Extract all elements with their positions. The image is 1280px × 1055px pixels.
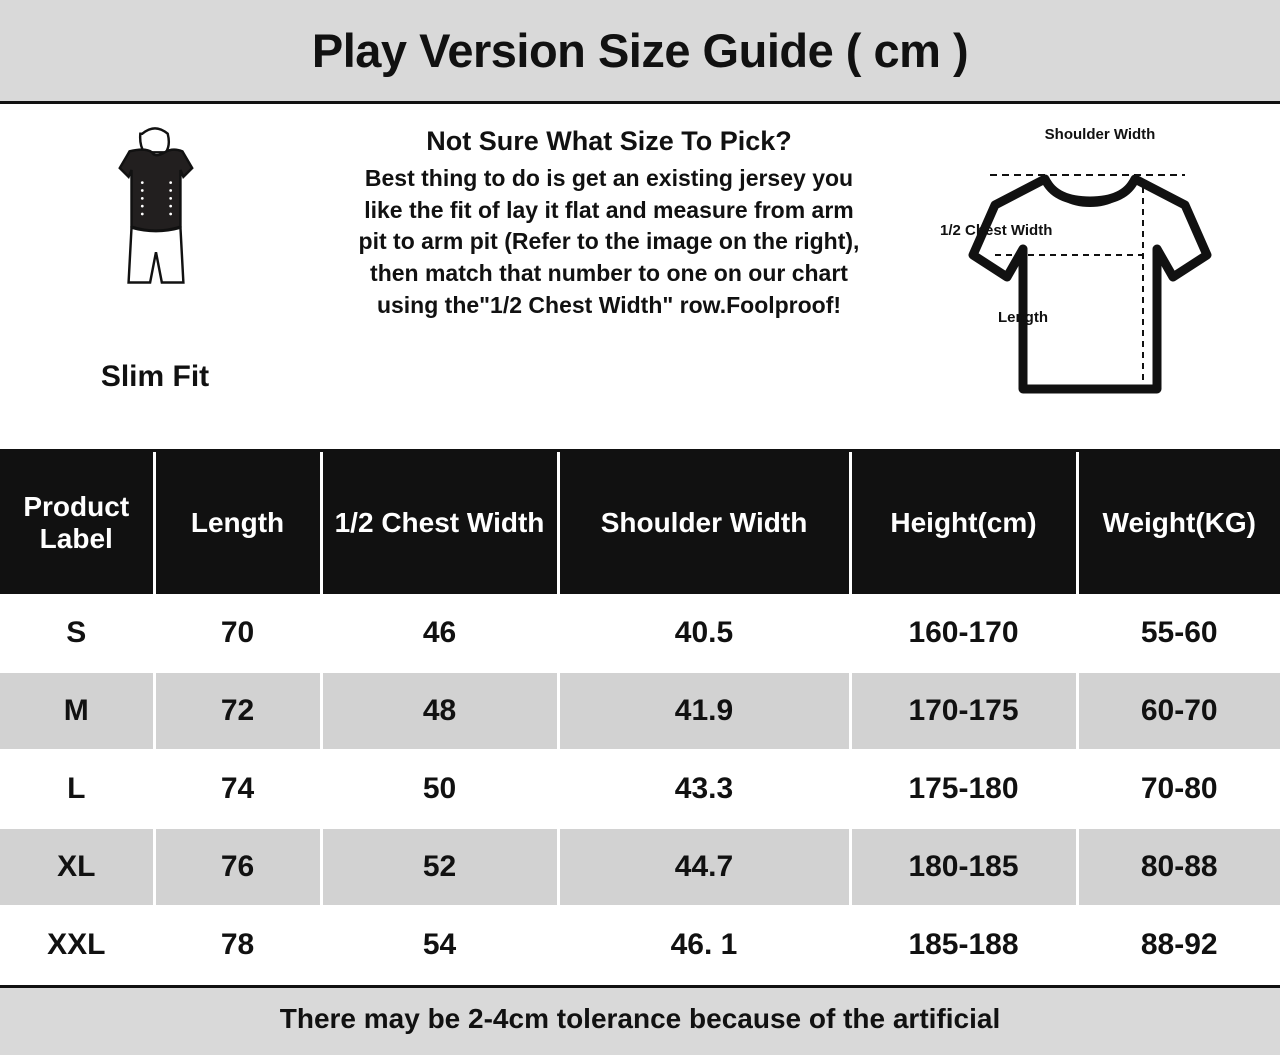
col-half-chest-width: 1/2 Chest Width: [321, 452, 558, 594]
size-table-head: [0, 452, 1280, 594]
cell-height: 180-185: [850, 828, 1077, 906]
cell-shoulder: 44.7: [558, 828, 850, 906]
cell-size: XL: [0, 828, 154, 906]
table-row: [0, 594, 1280, 672]
cell-height: 185-188: [850, 906, 1077, 984]
tshirt-measurement-icon: [935, 127, 1265, 427]
cell-shoulder: 43.3: [558, 750, 850, 828]
cell-weight: 60-70: [1077, 672, 1280, 750]
cell-size: M: [0, 672, 154, 750]
slim-fit-body-icon: [85, 122, 225, 352]
cell-chest: 46: [321, 594, 558, 672]
cell-size: S: [0, 594, 154, 672]
cell-weight: 55-60: [1077, 594, 1280, 672]
col-product-label: Product Label: [0, 452, 154, 594]
cell-height: 175-180: [850, 750, 1077, 828]
guidance-heading: Not Sure What Size To Pick?: [426, 126, 792, 156]
col-length: Length: [154, 452, 321, 594]
cell-chest: 50: [321, 750, 558, 828]
size-table-body: [0, 594, 1280, 984]
info-band: [0, 104, 1280, 452]
fit-illustration-column: [0, 104, 310, 449]
col-height: Height(cm): [850, 452, 1077, 594]
size-table: [0, 452, 1280, 985]
cell-length: 70: [154, 594, 321, 672]
cell-chest: 48: [321, 672, 558, 750]
cell-length: 74: [154, 750, 321, 828]
cell-weight: 70-80: [1077, 750, 1280, 828]
col-shoulder-width: Shoulder Width: [558, 452, 850, 594]
cell-shoulder: 40.5: [558, 594, 850, 672]
cell-length: 72: [154, 672, 321, 750]
cell-shoulder: 41.9: [558, 672, 850, 750]
tolerance-note: There may be 2-4cm tolerance because of the artificial: [0, 985, 1280, 1049]
cell-length: 76: [154, 828, 321, 906]
cell-chest: 54: [321, 906, 558, 984]
measurement-diagram-column: [920, 104, 1280, 449]
table-row: [0, 750, 1280, 828]
cell-height: 170-175: [850, 672, 1077, 750]
table-row: [0, 906, 1280, 984]
cell-size: L: [0, 750, 154, 828]
cell-weight: 80-88: [1077, 828, 1280, 906]
cell-size: XXL: [0, 906, 154, 984]
chest-width-caption: 1/2 Chest Width: [940, 222, 1053, 239]
table-row: [0, 672, 1280, 750]
cell-weight: 88-92: [1077, 906, 1280, 984]
table-header-row: [0, 452, 1280, 594]
cell-chest: 52: [321, 828, 558, 906]
length-caption: Length: [998, 309, 1048, 326]
guidance-text-column: [310, 104, 920, 449]
page-title: Play Version Size Guide ( cm ): [311, 24, 969, 77]
fit-label: Slim Fit: [100, 360, 210, 393]
shoulder-width-caption: Shoulder Width: [1044, 126, 1156, 143]
cell-length: 78: [154, 906, 321, 984]
guidance-body: Best thing to do is get an existing jersey you like the fit of lay it flat and measure from arm pit to arm pit (Refer to the image on the right), then match that number to one on our chart using the"1/2 Chest Width" row.Foolproof!: [358, 165, 860, 318]
page-header: [0, 0, 1280, 104]
table-row: [0, 828, 1280, 906]
col-weight: Weight(KG): [1077, 452, 1280, 594]
cell-height: 160-170: [850, 594, 1077, 672]
cell-shoulder: 46. 1: [558, 906, 850, 984]
